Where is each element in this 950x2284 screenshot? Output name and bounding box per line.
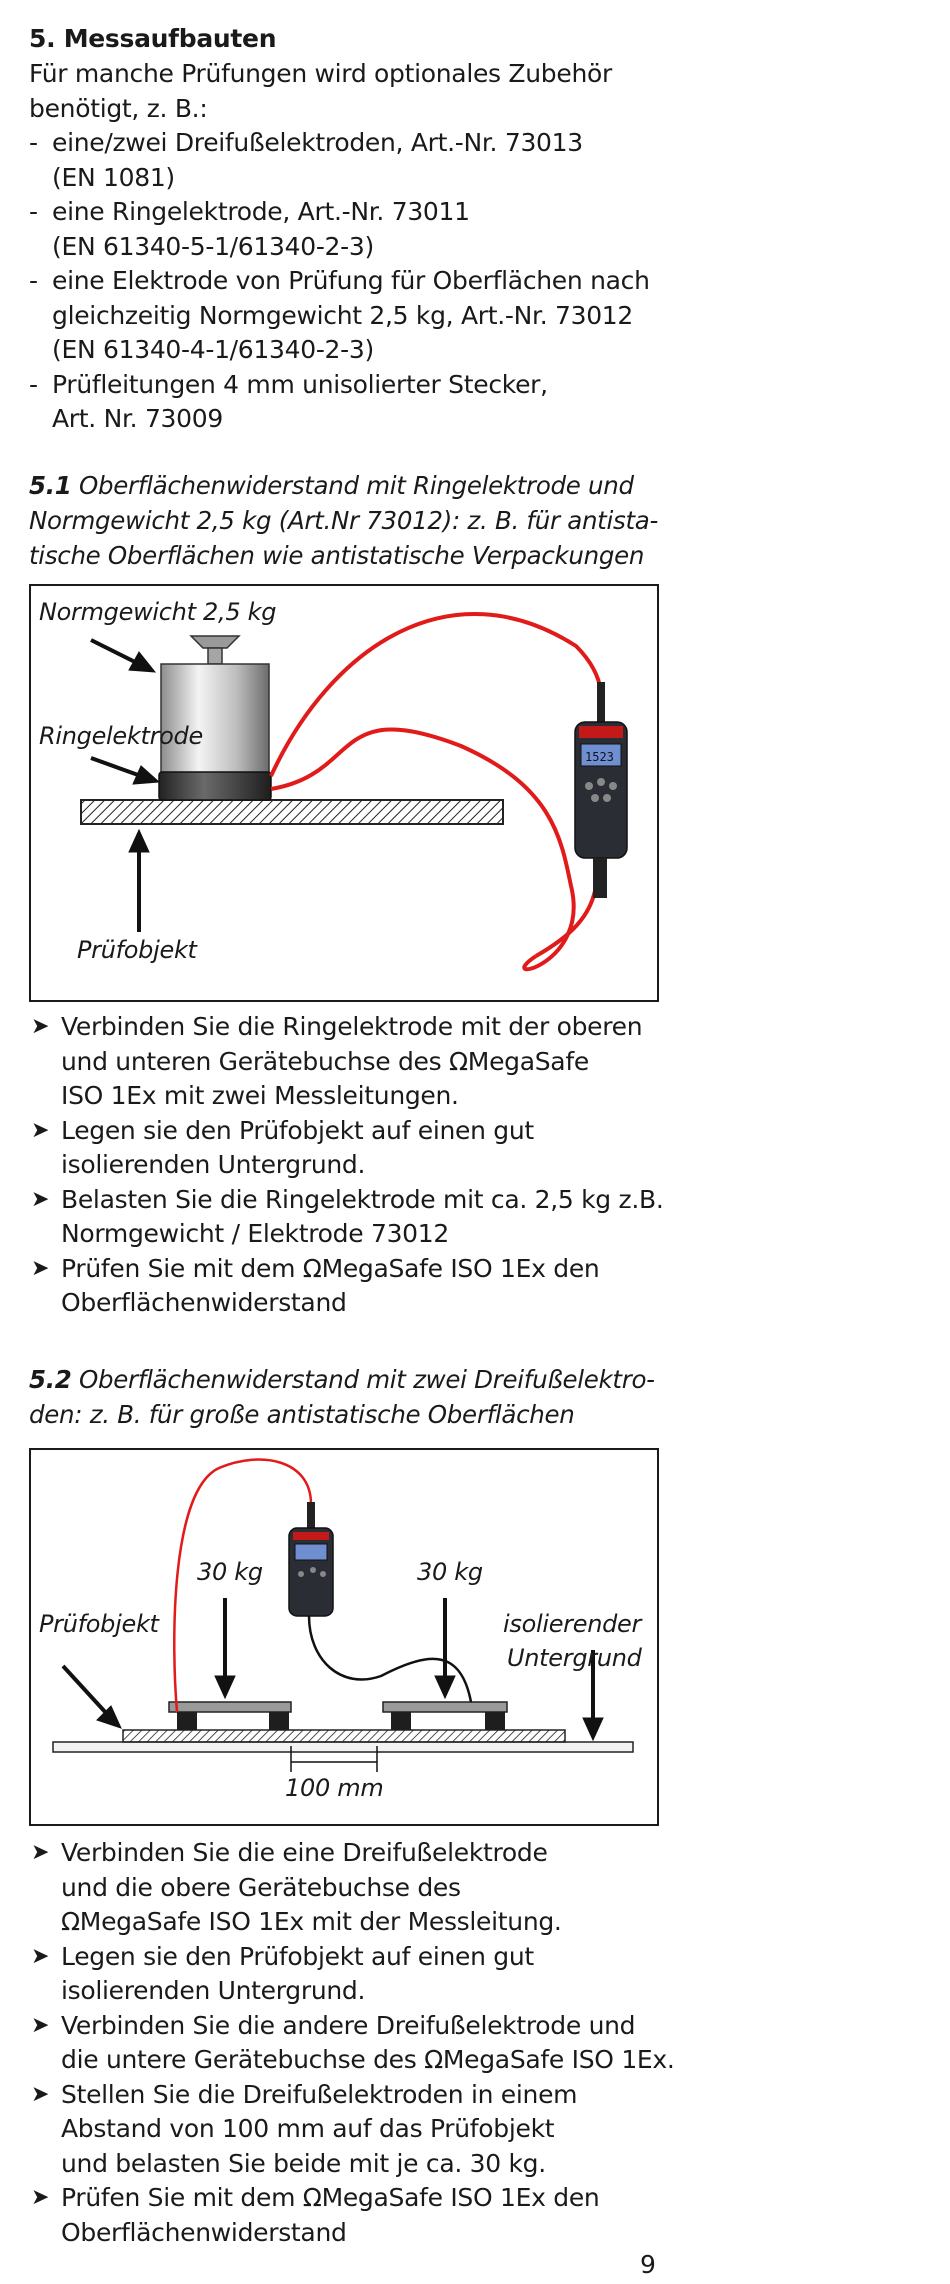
tripod-electrode-left <box>169 1702 291 1730</box>
subsection-number: 5.2 <box>29 1365 72 1394</box>
item-line: Art. Nr. 73009 <box>52 404 223 433</box>
meter-device <box>575 682 627 898</box>
item-line: gleichzeitig Normgewicht 2,5 kg, Art.-Nr. 73012 <box>52 300 634 330</box>
step-item <box>29 2009 675 2078</box>
intro-line: benötigt, z. B.: <box>29 93 208 123</box>
item-line: eine Elektrode von Prüfung für Oberflächen nach <box>52 266 650 295</box>
step-line: und unteren Gerätebuchse des ΩMegaSafe <box>61 1046 589 1076</box>
step-line: die untere Gerätebuchse des ΩMegaSafe ISO 1Ex. <box>61 2045 675 2074</box>
step-item <box>29 2181 675 2250</box>
arrow-bullet-icon: ➤ <box>31 2081 50 2107</box>
test-object-slab <box>123 1730 565 1742</box>
arrow-bullet-icon: ➤ <box>31 1840 50 1865</box>
label-weight-left: 30 kg <box>197 1558 263 1586</box>
weight-handle <box>191 636 239 648</box>
label-isolating-base-1: isolierender <box>503 1610 642 1638</box>
step-item <box>29 1010 664 1114</box>
label-normweight: Normgewicht 2,5 kg <box>39 598 277 626</box>
intro-line: Für manche Prüfungen wird optionales Zubehör <box>29 59 612 88</box>
arrow-bullet-icon: ➤ <box>31 1943 50 1969</box>
figure-ring-electrode <box>29 584 659 1002</box>
normweight-cylinder <box>161 664 269 774</box>
arrow-bullet-icon: ➤ <box>31 1014 50 1039</box>
label-distance: 100 mm <box>285 1774 384 1802</box>
tripod-electrode-right <box>383 1702 507 1730</box>
arrow-bullet-icon: ➤ <box>31 2012 50 2038</box>
steps-list-5-2 <box>29 1836 675 2250</box>
item-line: (EN 61340-5-1/61340-2-3) <box>52 231 374 261</box>
label-test-object: Prüfobjekt <box>77 936 197 964</box>
step-line: Oberflächenwiderstand <box>61 2217 347 2247</box>
subsection-title <box>29 1362 655 1432</box>
title-line: Oberflächenwiderstand mit Ringelektrode und <box>79 471 634 500</box>
step-item <box>29 2078 675 2182</box>
step-line: Abstand von 100 mm auf das Prüfobjekt <box>61 2114 555 2143</box>
title-line: tische Oberflächen wie antistatische Verpackungen <box>29 541 645 570</box>
test-object-slab <box>81 800 503 824</box>
step-item <box>29 1183 664 1252</box>
item-line: eine Ringelektrode, Art.-Nr. 73011 <box>52 197 470 226</box>
dash-marker: - <box>29 197 38 226</box>
section-heading: 5. Messaufbauten <box>29 24 277 53</box>
step-item <box>29 1836 675 1940</box>
dash-marker: - <box>29 369 38 399</box>
isolating-base <box>53 1742 633 1752</box>
title-line: den: z. B. für große antistatische Oberflächen <box>29 1400 575 1429</box>
step-line: Prüfen Sie mit dem ΩMegaSafe ISO 1Ex den <box>61 2183 600 2212</box>
list-item <box>29 195 650 264</box>
step-line: Verbinden Sie die eine Dreifußelektrode <box>61 1838 548 1867</box>
step-line: isolierenden Untergrund. <box>61 1150 366 1179</box>
step-line: Stellen Sie die Dreifußelektroden in einem <box>61 2079 578 2109</box>
step-line: Belasten Sie die Ringelektrode mit ca. 2,5 kg z.B. <box>61 1184 664 1214</box>
step-line: Legen sie den Prüfobjekt auf einen gut <box>61 1115 534 1145</box>
step-line: Normgewicht / Elektrode 73012 <box>61 1219 449 1248</box>
figure-tripod-electrodes <box>29 1448 659 1826</box>
step-line: Oberflächenwiderstand <box>61 1288 347 1317</box>
title-line: Oberflächenwiderstand mit zwei Dreifußelektro- <box>79 1365 655 1394</box>
label-weight-right: 30 kg <box>417 1558 483 1586</box>
cable-lower <box>271 729 574 969</box>
step-item <box>29 1940 675 2009</box>
meter-display-text: 1523 <box>585 750 614 764</box>
step-line: Legen sie den Prüfobjekt auf einen gut <box>61 1941 534 1971</box>
weight-stem <box>208 648 222 664</box>
subsection-number: 5.1 <box>29 471 72 500</box>
cable-upper <box>271 614 601 776</box>
step-line: ISO 1Ex mit zwei Messleitungen. <box>61 1081 459 1110</box>
step-item <box>29 1114 664 1183</box>
step-line: und belasten Sie beide mit je ca. 30 kg. <box>61 2148 546 2178</box>
item-line: (EN 1081) <box>52 162 175 192</box>
item-line: Prüfleitungen 4 mm unisolierter Stecker, <box>52 369 548 399</box>
title-line: Normgewicht 2,5 kg (Art.Nr 73012): z. B. für antista- <box>29 506 659 535</box>
cable-lower-end <box>536 876 601 956</box>
list-item <box>29 368 650 437</box>
step-line: Prüfen Sie mit dem ΩMegaSafe ISO 1Ex den <box>61 1253 600 1283</box>
step-line: und die obere Gerätebuchse des <box>61 1872 461 1902</box>
label-test-object: Prüfobjekt <box>39 1610 159 1638</box>
subsection-title <box>29 468 658 573</box>
step-line: isolierenden Untergrund. <box>61 1976 366 2005</box>
meter-device <box>289 1502 333 1616</box>
label-isolating-base-2: Untergrund <box>507 1644 642 1672</box>
step-line: Verbinden Sie die andere Dreifußelektrode und <box>61 2010 636 2040</box>
arrow-bullet-icon: ➤ <box>31 1255 50 1281</box>
step-line: Verbinden Sie die Ringelektrode mit der oberen <box>61 1012 643 1041</box>
item-line: eine/zwei Dreifußelektroden, Art.-Nr. 73013 <box>52 128 583 157</box>
label-ring-electrode: Ringelektrode <box>39 722 203 750</box>
item-line: (EN 61340-4-1/61340-2-3) <box>52 335 374 364</box>
dash-marker: - <box>29 128 38 157</box>
accessory-list <box>29 126 650 437</box>
list-item <box>29 264 650 368</box>
arrow-bullet-icon: ➤ <box>31 1117 50 1143</box>
step-line: ΩMegaSafe ISO 1Ex mit der Messleitung. <box>61 1907 562 1936</box>
arrow-bullet-icon: ➤ <box>31 1186 50 1212</box>
intro-paragraph <box>29 57 612 126</box>
dash-marker: - <box>29 266 38 295</box>
list-item <box>29 126 650 195</box>
steps-list-5-1 <box>29 1010 664 1321</box>
ring-electrode-body <box>159 772 271 800</box>
step-item <box>29 1252 664 1321</box>
pointer-arrows <box>91 640 159 932</box>
arrow-bullet-icon: ➤ <box>31 2185 50 2210</box>
page-number: 9 <box>640 2250 656 2279</box>
